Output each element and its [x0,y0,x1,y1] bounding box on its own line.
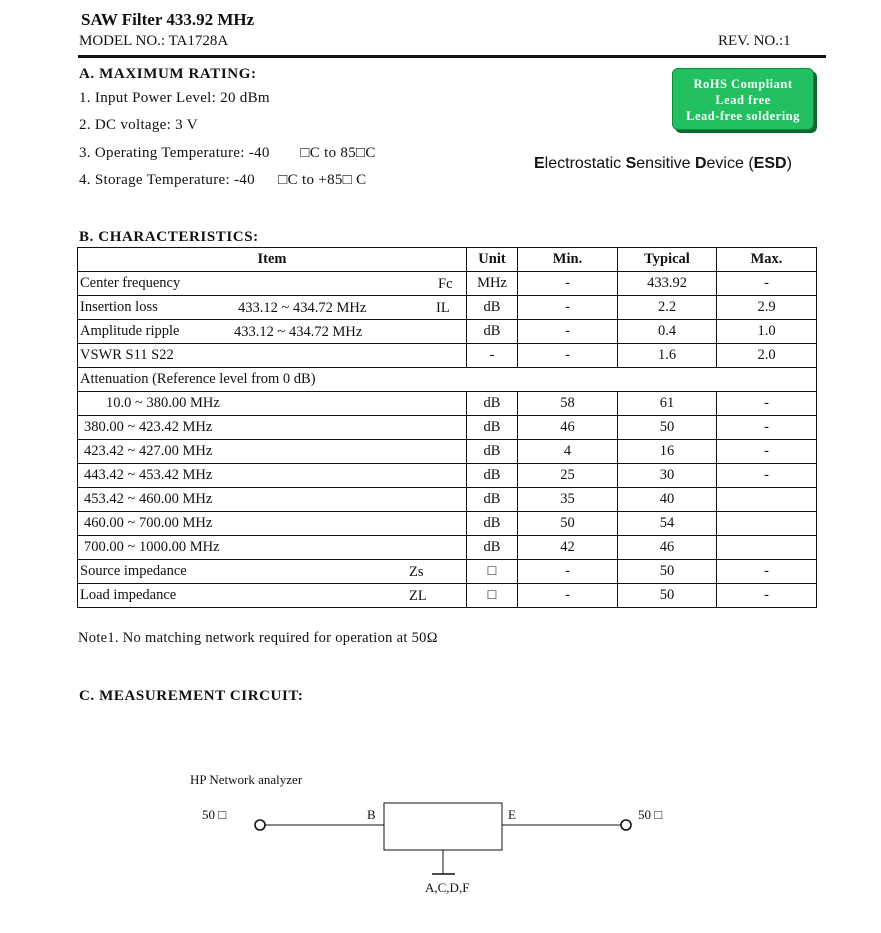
row-unit: - [467,344,518,368]
att-typ: 40 [618,488,717,512]
row-max: - [717,560,817,584]
pin-b-label: B [367,807,376,822]
section-c-heading: C. MEASUREMENT CIRCUIT: [79,688,304,704]
row-typ: 1.6 [618,344,717,368]
col-unit: Unit [467,248,518,272]
row-min: - [518,584,618,608]
esd-t3: evice ( [706,155,754,172]
row-unit: dB [467,296,518,320]
att-range: 423.42 ~ 427.00 MHz [78,440,467,464]
revision-number: REV. NO.:1 [718,33,791,49]
att-unit: dB [467,440,518,464]
row-max: 1.0 [717,320,817,344]
att-unit: dB [467,536,518,560]
row-min: - [518,344,618,368]
row-max: 2.9 [717,296,817,320]
port-right-terminal [621,820,631,830]
rohs-line-2: Lead free [715,93,771,107]
esd-t4: ) [786,155,792,172]
col-typical: Typical [618,248,717,272]
item-label: Amplitude ripple [80,323,180,339]
att-max: - [717,416,817,440]
item-label: Load impedance [80,587,177,603]
ground-label: A,C,D,F [425,880,470,895]
att-unit: dB [467,392,518,416]
item-label: Insertion loss [80,299,158,315]
att-unit: dB [467,464,518,488]
att-max: - [717,464,817,488]
item-label: Center frequency [80,275,181,291]
row-min: - [518,320,618,344]
att-unit: dB [467,416,518,440]
att-min: 50 [518,512,618,536]
att-typ: 50 [618,416,717,440]
att-typ: 46 [618,536,717,560]
att-range: 460.00 ~ 700.00 MHz [78,512,467,536]
item-symbol: Fc [438,276,453,292]
att-typ: 61 [618,392,717,416]
attenuation-label: Attenuation (Reference level from 0 dB) [78,368,817,392]
row-max: - [717,272,817,296]
pin-e-label: E [508,807,516,822]
esd-t1: lectrostatic [544,155,626,172]
esd-abbr: ESD [753,155,787,172]
port-left-terminal [255,820,265,830]
section-a-heading: A. MAXIMUM RATING: [79,66,257,82]
saw-filter-block [384,803,502,850]
row-item: VSWR S11 S22 [78,344,467,368]
model-number: MODEL NO.: TA1728A [79,33,229,49]
esd-t2: ensitive [636,155,695,172]
row-max: - [717,584,817,608]
rohs-line-1: RoHS Compliant [693,77,793,91]
row-typ: 0.4 [618,320,717,344]
row-typ: 2.2 [618,296,717,320]
att-unit: dB [467,488,518,512]
att-range: 443.42 ~ 453.42 MHz [78,464,467,488]
item-range: 433.12 ~ 434.72 MHz [234,324,363,340]
att-max: - [717,392,817,416]
section-b-heading: B. CHARACTERISTICS: [79,229,259,245]
att-max: - [717,440,817,464]
esd-s: S [625,155,637,172]
rating-input-power: 1. Input Power Level: 20 dBm [79,90,270,106]
row-unit: dB [467,320,518,344]
row-unit: □ [467,560,518,584]
att-min: 42 [518,536,618,560]
row-unit: MHz [467,272,518,296]
row-max: 2.0 [717,344,817,368]
col-item: Item [78,248,467,272]
att-min: 35 [518,488,618,512]
esd-d: D [694,155,707,172]
analyzer-label: HP Network analyzer [190,772,303,787]
row-typ: 50 [618,584,717,608]
row-typ: 433.92 [618,272,717,296]
row-typ: 50 [618,560,717,584]
item-symbol: Zs [409,564,424,580]
item-symbol: IL [436,300,450,316]
port-right-label: 50 □ [638,807,663,822]
row-min: - [518,560,618,584]
rating-operating-temp: 3. Operating Temperature: -40 □C to 85□C [79,145,376,161]
att-min: 25 [518,464,618,488]
row-min: - [518,272,618,296]
document-title: SAW Filter 433.92 MHz [81,10,255,29]
rating-storage-temp: 4. Storage Temperature: -40 □C to +85□ C [79,172,367,188]
att-unit: dB [467,512,518,536]
rohs-line-3: Lead-free soldering [686,109,800,123]
att-range: 700.00 ~ 1000.00 MHz [78,536,467,560]
att-range: 453.42 ~ 460.00 MHz [78,488,467,512]
col-max: Max. [717,248,817,272]
att-typ: 30 [618,464,717,488]
esd-e: E [534,155,545,172]
table-note: Note1. No matching network required for operation at 50Ω [78,630,438,646]
row-min: - [518,296,618,320]
item-label: Source impedance [80,563,187,579]
port-left-label: 50 □ [202,807,227,822]
row-unit: □ [467,584,518,608]
item-range: 433.12 ~ 434.72 MHz [238,300,367,316]
att-min: 4 [518,440,618,464]
rating-dc-voltage: 2. DC voltage: 3 V [79,117,198,133]
att-typ: 54 [618,512,717,536]
att-typ: 16 [618,440,717,464]
att-range: 380.00 ~ 423.42 MHz [78,416,467,440]
att-min: 46 [518,416,618,440]
att-min: 58 [518,392,618,416]
col-min: Min. [518,248,618,272]
item-symbol: ZL [409,588,427,604]
att-range: 10.0 ~ 380.00 MHz [78,392,467,416]
